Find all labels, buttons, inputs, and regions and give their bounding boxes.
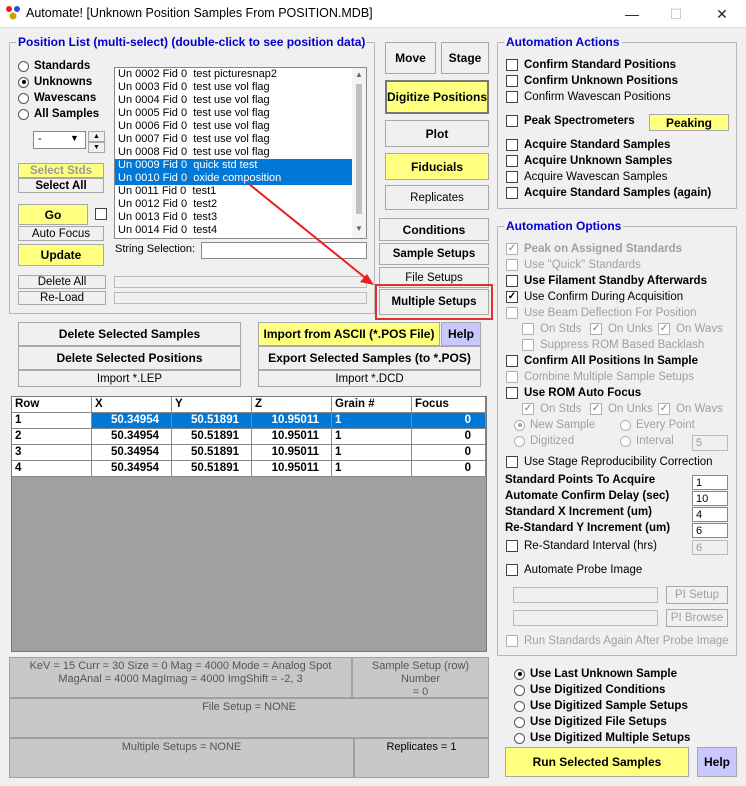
checkbox-box [506, 187, 518, 199]
radio-standards[interactable] [18, 60, 90, 72]
interval-input[interactable]: 5 [692, 435, 728, 451]
list-item[interactable]: Un 0010 Fid 0 oxide composition [115, 172, 352, 185]
column-header[interactable]: Row [12, 397, 92, 413]
radio-digitized[interactable] [514, 435, 574, 447]
update-button[interactable]: Update [18, 244, 104, 266]
table-row[interactable] [12, 429, 487, 445]
list-item[interactable]: Un 0006 Fid 0 test use vol flag [118, 120, 270, 132]
confirm-delay-input[interactable]: 10 [692, 491, 728, 506]
radio-label: New Sample [530, 419, 596, 431]
radio-wavescans[interactable] [18, 92, 96, 104]
checkbox-label: Peak Spectrometers [524, 115, 635, 127]
radio-label: Unknowns [34, 76, 93, 88]
replicates-button[interactable]: Replicates [385, 185, 489, 210]
stage-repro-checkbox[interactable] [506, 456, 713, 468]
radio-dot [514, 733, 525, 744]
checkbox-box [506, 275, 518, 287]
checkbox-label: Acquire Unknown Samples [524, 155, 673, 167]
radio-dot [18, 61, 29, 72]
conditions-line-1: KeV = 15 Curr = 30 Size = 0 Mag = 4000 Mode = Analog Spot [29, 660, 332, 672]
select-stds-button[interactable]: Select Stds [18, 163, 104, 178]
column-header[interactable]: Grain # [332, 397, 412, 413]
go-checkbox[interactable] [95, 208, 113, 220]
radio-label: Digitized [530, 435, 575, 447]
checkbox-box [95, 208, 107, 220]
checkbox-label: Acquire Wavescan Samples [524, 171, 668, 183]
digitize-positions-button[interactable]: Digitize Positions [385, 80, 489, 114]
checkbox-box [506, 355, 518, 367]
list-item[interactable]: Un 0005 Fid 0 test use vol flag [118, 107, 270, 119]
action-checkbox[interactable] [506, 187, 711, 199]
radio-label: Use Digitized Sample Setups [530, 700, 688, 712]
multiple-setups-text: Multiple Setups = NONE [121, 741, 242, 753]
close-button[interactable]: ✕ [716, 5, 728, 22]
radio-dot [514, 420, 525, 431]
sample-type-dropdown[interactable] [33, 131, 86, 149]
radio-label: All Samples [34, 108, 100, 120]
radio-option[interactable] [514, 684, 665, 696]
checkbox-box [506, 115, 518, 127]
column-header[interactable]: X [92, 397, 172, 413]
checkbox-box [506, 564, 518, 576]
checkbox-label: Confirm Unknown Positions [524, 75, 678, 87]
file-setups-button[interactable]: File Setups [379, 267, 489, 288]
checkbox-box [506, 540, 518, 552]
table-cell: 50.34954 [92, 413, 172, 429]
list-item[interactable]: Un 0014 Fid 0 test4 [118, 224, 218, 236]
confirm-delay-label: Automate Confirm Delay (sec) [505, 490, 670, 502]
table-cell: 10.95011 [252, 429, 332, 445]
list-item[interactable]: Un 0011 Fid 0 test1 [118, 185, 217, 197]
spin-up-button[interactable]: ▲ [88, 131, 105, 142]
radio-dot [18, 93, 29, 104]
table-cell: 3 [12, 445, 92, 461]
radio-all-samples[interactable] [18, 108, 99, 120]
checkbox-box [506, 456, 518, 468]
string-selection-label: String Selection: [115, 243, 196, 255]
restd-y-increment-label: Re-Standard Y Increment (um) [505, 522, 671, 534]
annotation-arrow [240, 175, 380, 295]
checkbox-box [506, 307, 518, 319]
radio-interval[interactable] [620, 435, 674, 447]
list-item[interactable]: Un 0012 Fid 0 test2 [118, 198, 218, 210]
sample-setups-button[interactable]: Sample Setups [379, 243, 489, 265]
filament-standby-checkbox[interactable] [506, 275, 707, 287]
go-button[interactable]: Go [18, 204, 88, 225]
checkbox-label: On Stds [540, 403, 582, 415]
checkbox-label: On Unks [608, 323, 653, 335]
table-cell: 0 [412, 461, 486, 477]
table-cell: 50.34954 [92, 429, 172, 445]
checkbox-label: Confirm All Positions In Sample [524, 355, 699, 367]
minimize-button[interactable]: — [625, 6, 639, 22]
radio-option[interactable] [514, 668, 677, 680]
checkbox-label: Acquire Standard Samples [524, 139, 671, 151]
action-checkbox[interactable] [506, 75, 678, 87]
radio-label: Standards [34, 60, 91, 72]
plot-button[interactable]: Plot [385, 120, 489, 147]
radio-option[interactable] [514, 700, 688, 712]
checkbox-box: ✓ [523, 403, 533, 414]
checkbox-label: Automate Probe Image [524, 564, 643, 576]
column-header[interactable]: Z [252, 397, 332, 413]
restd-interval-input[interactable]: 6 [692, 540, 728, 555]
import-lep-button[interactable]: Import *.LEP [18, 370, 241, 387]
help-button-import[interactable]: Help [441, 322, 481, 346]
dropdown-value: - [38, 133, 42, 145]
std-points-input[interactable]: 1 [692, 475, 728, 490]
checkbox-label: Use ROM Auto Focus [524, 387, 642, 399]
table-cell: 0 [412, 445, 486, 461]
checkbox-box: ✓ [659, 403, 669, 414]
radio-option[interactable] [514, 732, 690, 744]
std-x-increment-label: Standard X Increment (um) [505, 506, 652, 518]
radio-dot [620, 436, 631, 447]
help-button[interactable]: Help [697, 747, 737, 777]
checkbox-label: Use Confirm During Acquisition [524, 291, 684, 303]
list-item[interactable]: Un 0003 Fid 0 test use vol flag [118, 81, 270, 93]
multiple-setups-status [9, 738, 354, 778]
pi-setup-button[interactable]: PI Setup [666, 586, 728, 604]
maximize-button[interactable]: ☐ [669, 5, 683, 22]
checkbox-label: Confirm Wavescan Positions [524, 91, 671, 103]
fiducials-button[interactable]: Fiducials [385, 153, 489, 180]
select-all-button[interactable]: Select All [18, 178, 104, 193]
beam-on-stds-checkbox[interactable] [522, 323, 582, 335]
radio-label: Every Point [636, 419, 695, 431]
checkbox-label: Re-Standard Interval (hrs) [524, 540, 657, 552]
table-cell: 1 [332, 445, 412, 461]
checkbox-box [506, 259, 518, 271]
radio-label: Use Digitized Multiple Setups [530, 732, 691, 744]
checkbox-box: ✓ [659, 323, 669, 334]
checkbox-label: On Wavs [676, 403, 723, 415]
table-cell: 0 [412, 429, 486, 445]
focus-on-stds-checkbox[interactable] [522, 403, 582, 415]
list-item[interactable]: Un 0013 Fid 0 test3 [118, 211, 218, 223]
confirm-all-checkbox[interactable] [506, 355, 698, 367]
sample-setup-line-1: Sample Setup (row) Number [371, 660, 470, 685]
pi-setup-field[interactable] [513, 587, 658, 603]
delete-selected-samples-button[interactable]: Delete Selected Samples [18, 322, 241, 346]
automation-actions-title: Automation Actions [506, 35, 620, 49]
focus-on-wavs-checkbox[interactable] [658, 403, 723, 415]
import-ascii-button[interactable]: Import from ASCII (*.POS File) [258, 322, 440, 346]
list-item[interactable]: Un 0009 Fid 0 quick std test [115, 159, 352, 172]
radio-dot [620, 420, 631, 431]
title-bar [0, 0, 746, 28]
conditions-status [9, 657, 352, 698]
checkbox-label: Use Stage Reproducibility Correction [524, 456, 713, 468]
checkbox-label: Combine Multiple Sample Setups [524, 371, 695, 383]
checkbox-box [522, 323, 534, 335]
move-button[interactable]: Move [385, 42, 436, 74]
std-x-increment-input[interactable]: 4 [692, 507, 728, 522]
checkbox-label: Peak on Assigned Standards [524, 243, 683, 255]
conditions-button[interactable]: Conditions [379, 218, 489, 241]
radio-label: Use Digitized Conditions [530, 684, 666, 696]
action-checkbox[interactable] [506, 155, 672, 167]
checkbox-box [522, 339, 534, 351]
table-cell: 50.51891 [172, 445, 252, 461]
table-row[interactable] [12, 445, 487, 461]
focus-on-unks-checkbox[interactable] [590, 403, 653, 415]
checkbox-label: Confirm Standard Positions [524, 59, 677, 71]
replicates-text: Replicates = 1 [386, 741, 457, 753]
use-quick-checkbox[interactable] [506, 259, 641, 271]
reload-button[interactable]: Re-Load [18, 291, 106, 305]
checkbox-box: ✓ [507, 243, 517, 254]
list-item[interactable]: Un 0002 Fid 0 test picturesnap2 [118, 68, 277, 80]
stage-button[interactable]: Stage [441, 42, 489, 74]
combine-multiple-checkbox[interactable] [506, 371, 694, 383]
radio-option[interactable] [514, 716, 667, 728]
sample-setup-line-2: = 0 [412, 686, 429, 698]
checkbox-label: On Unks [608, 403, 653, 415]
position-data-grid[interactable] [11, 396, 487, 652]
delete-all-button[interactable]: Delete All [18, 275, 106, 289]
action-checkbox[interactable] [506, 139, 670, 151]
restd-y-increment-input[interactable]: 6 [692, 523, 728, 538]
file-setup-status [9, 698, 489, 738]
checkbox-box [506, 387, 518, 399]
beam-on-wavs-checkbox[interactable] [658, 323, 723, 335]
checkbox-label: Use "Quick" Standards [524, 259, 641, 271]
table-cell: 50.51891 [172, 429, 252, 445]
sample-setup-status [352, 657, 489, 698]
checkbox-label: Run Standards Again After Probe Image [524, 635, 729, 647]
radio-label: Use Digitized File Setups [530, 716, 667, 728]
checkbox-box: ✓ [591, 403, 601, 414]
peak-assigned-checkbox[interactable] [506, 243, 682, 255]
table-cell: 50.34954 [92, 461, 172, 477]
table-cell: 0 [412, 413, 486, 429]
radio-label: Use Last Unknown Sample [530, 668, 677, 680]
action-checkbox[interactable] [506, 115, 635, 127]
table-cell: 50.51891 [172, 413, 252, 429]
list-item[interactable]: Un 0008 Fid 0 test use vol flag [118, 146, 270, 158]
automation-options-title: Automation Options [506, 219, 622, 233]
radio-dot [18, 77, 29, 88]
checkbox-label: On Stds [540, 323, 582, 335]
action-checkbox[interactable] [506, 59, 676, 71]
scroll-up-icon: ▲ [355, 70, 363, 79]
suppress-rom-checkbox[interactable] [522, 339, 704, 351]
checkbox-label: Use Beam Deflection For Position [524, 307, 697, 319]
checkbox-box [506, 139, 518, 151]
table-cell: 10.95011 [252, 445, 332, 461]
column-header[interactable]: Y [172, 397, 252, 413]
beam-deflection-checkbox[interactable] [506, 307, 697, 319]
table-cell: 50.34954 [92, 445, 172, 461]
rom-auto-focus-checkbox[interactable] [506, 387, 641, 399]
list-item[interactable]: Un 0004 Fid 0 test use vol flag [118, 94, 270, 106]
radio-new-sample[interactable] [514, 419, 595, 431]
checkbox-box [506, 171, 518, 183]
std-points-label: Standard Points To Acquire [505, 474, 656, 486]
radio-every-point[interactable] [620, 419, 695, 431]
column-header[interactable]: Focus [412, 397, 486, 413]
window-title: Automate! [Unknown Position Samples From POSITION.MDB] [26, 6, 373, 20]
table-cell: 1 [12, 413, 92, 429]
table-cell: 4 [12, 461, 92, 477]
grid-header-row [12, 397, 487, 413]
file-setup-text: File Setup = NONE [202, 701, 296, 713]
table-row[interactable] [12, 413, 487, 429]
conditions-line-2: MagAnal = 4000 MagImag = 4000 ImgShift = -2, 3 [58, 673, 303, 685]
checkbox-box: ✓ [507, 291, 517, 302]
replicates-status [354, 738, 489, 778]
table-cell: 1 [332, 461, 412, 477]
export-selected-button[interactable]: Export Selected Samples (to *.POS) [258, 346, 481, 370]
checkbox-box [506, 75, 518, 87]
app-icon [5, 5, 21, 21]
run-stds-again-checkbox[interactable] [506, 635, 729, 647]
table-row[interactable] [12, 461, 487, 477]
radio-dot [514, 685, 525, 696]
checkbox-box: ✓ [591, 323, 601, 334]
checkbox-box [506, 371, 518, 383]
confirm-during-checkbox[interactable] [506, 291, 683, 303]
scroll-down-icon: ▼ [355, 224, 363, 233]
table-cell: 2 [12, 429, 92, 445]
radio-dot [514, 701, 525, 712]
radio-label: Interval [636, 435, 674, 447]
beam-on-unks-checkbox[interactable] [590, 323, 653, 335]
checkbox-label: Suppress ROM Based Backlash [540, 339, 705, 351]
restd-interval-checkbox[interactable] [506, 540, 657, 552]
auto-focus-button[interactable]: Auto Focus [18, 226, 104, 241]
pi-browse-button[interactable]: PI Browse [666, 609, 728, 627]
position-list-title: Position List (multi-select) (double-click to see position data) [18, 35, 366, 49]
checkbox-label: Acquire Standard Samples (again) [524, 187, 712, 199]
checkbox-label: On Wavs [676, 323, 723, 335]
table-cell: 1 [332, 413, 412, 429]
action-checkbox[interactable] [506, 171, 667, 183]
highlight-box [375, 284, 493, 320]
checkbox-box [506, 635, 518, 647]
table-cell: 10.95011 [252, 413, 332, 429]
peaking-button[interactable]: Peaking [649, 114, 729, 131]
chevron-down-icon: ▼ [70, 133, 79, 143]
multiple-setups-button[interactable]: Multiple Setups [379, 289, 489, 315]
radio-unknowns[interactable] [18, 76, 92, 88]
table-cell: 10.95011 [252, 461, 332, 477]
import-dcd-button[interactable]: Import *.DCD [258, 370, 481, 387]
radio-dot [18, 109, 29, 120]
spin-down-button[interactable]: ▼ [88, 142, 105, 153]
checkbox-label: Use Filament Standby Afterwards [524, 275, 707, 287]
radio-dot [514, 436, 525, 447]
table-cell: 1 [332, 429, 412, 445]
checkbox-box [506, 91, 518, 103]
delete-selected-positions-button[interactable]: Delete Selected Positions [18, 346, 241, 370]
probe-image-checkbox[interactable] [506, 564, 642, 576]
run-selected-samples-button[interactable]: Run Selected Samples [505, 747, 689, 777]
list-item[interactable]: Un 0007 Fid 0 test use vol flag [118, 133, 270, 145]
table-cell: 50.51891 [172, 461, 252, 477]
radio-label: Wavescans [34, 92, 97, 104]
action-checkbox[interactable] [506, 91, 671, 103]
checkbox-box [506, 155, 518, 167]
pi-browse-field[interactable] [513, 610, 658, 626]
radio-dot [514, 717, 525, 728]
checkbox-box [506, 59, 518, 71]
radio-dot [514, 669, 525, 680]
